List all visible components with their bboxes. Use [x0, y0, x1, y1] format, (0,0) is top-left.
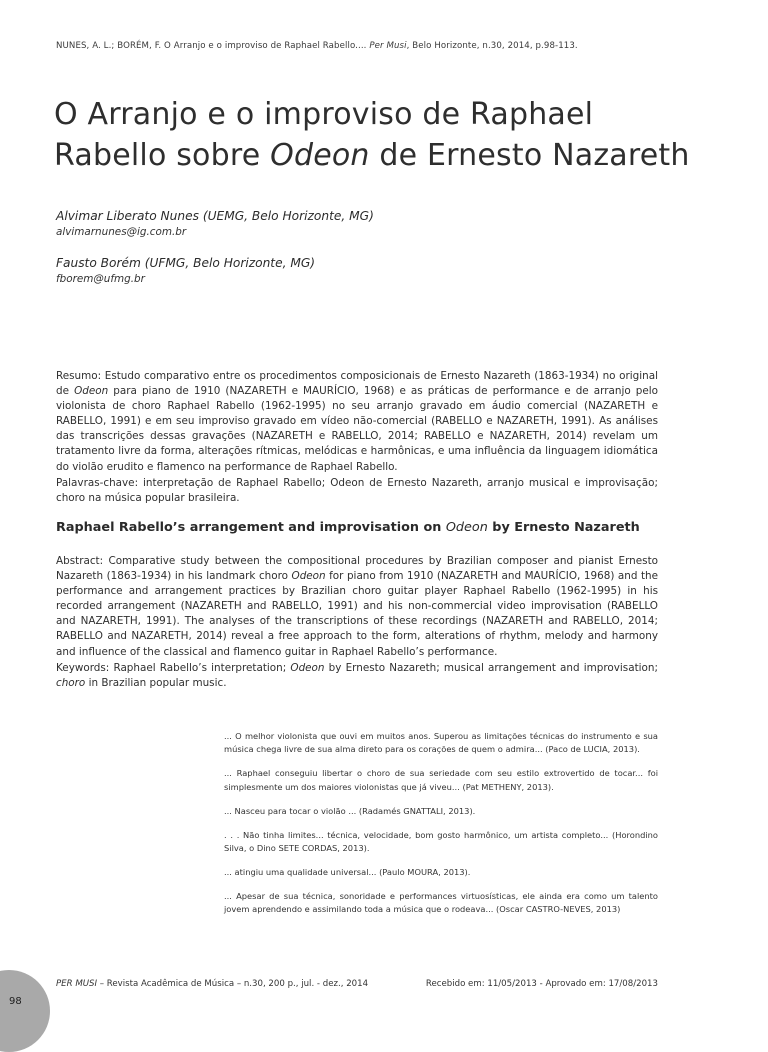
english-title [56, 520, 676, 535]
article-title [54, 94, 714, 176]
quote-item: ... Raphael conseguiu libertar o choro de sua seriedade com seu estilo extrovertido de tocar... foi simplesmente um dos maiores violonistas que já viveu... (Pat METHENY, 2013). [224, 768, 658, 792]
english-title-end: by Ernesto Nazareth [487, 520, 640, 535]
author-1-name: Alvimar Liberato Nunes (UEMG, Belo Horizonte, MG) [56, 209, 374, 223]
english-title-start: Raphael Rabello’s arrangement and improvisation on [56, 520, 446, 535]
quote-item: . . . Não tinha limites... técnica, velocidade, bom gosto harmônico, um artista completo... (Horondino Silva, o Dino SETE CORDAS, 2013). [224, 829, 658, 853]
resumo-text-2: para piano de 1910 (NAZARETH e MAURÍCIO, 1968) e as práticas de performance e de arranjo pelo violonista de choro Raphael Rabello (1962-1995) no seu arranjo gravado em áudio comercial (NAZARETH e RABELLO, 1991) e em seu improviso gravado em vídeo não-comercial (RABELLO e NAZARETH, 1991). As análises das transcrições dessas gravações (NAZARETH e RABELLO, 2014; RABELLO e NAZARETH, 2014) revelam um tratamento livre da forma, alterações rítmicas, melódicas e harmônicas, e uma influência da linguagem idiomática do violão erudito e flamenco na performance de Raphael Rabello. [56, 385, 659, 473]
footer-received-approved: Recebido em: 11/05/2013 - Aprovado em: 17/08/2013 [425, 979, 658, 989]
keywords-italic-2: choro [56, 677, 86, 690]
palavras-chave: Palavras-chave: interpretação de Raphael Rabello; Odeon de Ernesto Nazareth, arranjo musical e improvisação; choro na música popular brasileira. [56, 477, 658, 505]
quote-item: ... Apesar de sua técnica, sonoridade e performances virtuosísticas, ele ainda era como um talento jovem aprendendo e assimilando toda a música que o rodeava... (Oscar CASTRO-NEVES, 2013) [224, 890, 658, 915]
resumo-italic: Odeon [74, 385, 109, 398]
keywords-text-2: by Ernesto Nazareth; musical arrangement and improvisation; [324, 662, 658, 674]
keywords [56, 661, 658, 691]
epigraph-quotes [224, 730, 658, 927]
abstract-text-2: for piano from 1910 (NAZARETH and MAURÍCIO, 1968) and the performance and arrangement practices by Brazilian choro guitar player Raphael Rabello (1962-1995) in his recorded arrangement (NAZARETH and RABELLO, 1991) and his non-commercial video improvisation (RABELLO and NAZARETH, 1991). The analyses of the transcriptions of these recordings (NAZARETH and RABELLO, 2014; RABELLO and NAZARETH, 2014) reveal a free approach to the form, alterations of rhythm, melody and harmony and influence of the classical and flamenco guitar in Raphael Rabello’s performance. [56, 570, 658, 658]
footer-journal [56, 979, 368, 989]
abstract-paragraph [56, 554, 658, 660]
keywords-text-1: Keywords: Raphael Rabello’s interpretation; [56, 662, 291, 674]
resumo-paragraph [56, 369, 658, 475]
resumo-text-1: Resumo: Estudo comparativo entre os procedimentos composicionais de Ernesto Nazareth (1863-1934) no original de [56, 370, 658, 398]
author-1-email[interactable]: alvimarnunes@ig.com.br [56, 226, 187, 238]
quote-item: ... atingiu uma qualidade universal... (Paulo MOURA, 2013). [224, 866, 471, 877]
page-number-tab [0, 970, 50, 1052]
title-line-2-end: de Ernesto Nazareth [369, 138, 690, 173]
title-line-2-start: Rabello sobre [54, 138, 271, 173]
citation-journal: Per Musi [369, 41, 407, 51]
english-title-italic: Odeon [445, 520, 488, 535]
abstract-text-1: Abstract: Comparative study between the compositional procedures by Brazilian composer and pianist Ernesto Nazareth (1863-1934) in his landmark choro [56, 555, 658, 583]
keywords-text-3: in Brazilian popular music. [85, 677, 227, 690]
quote-item: ... O melhor violonista que ouvi em muitos anos. Superou as limitações técnicas do instrumento e sua música chega livre de sua alma direto para os corações de quem o admira... (Paco de LUCIA, 2013). [224, 731, 658, 755]
footer-journal-name: PER MUSI [56, 979, 98, 989]
quote-item: ... Nasceu para tocar o violão ... (Radamés GNATTALI, 2013). [224, 805, 476, 816]
footer-journal-details: – Revista Acadêmica de Música – n.30, 200 p., jul. - dez., 2014 [97, 979, 369, 989]
citation-suffix: , Belo Horizonte, n.30, 2014, p.98-113. [406, 41, 578, 51]
title-line-2 [54, 135, 714, 176]
author-2-name: Fausto Borém (UFMG, Belo Horizonte, MG) [56, 256, 316, 270]
running-header-citation [56, 41, 716, 51]
title-line-1: O Arranjo e o improviso de Raphael [54, 97, 594, 132]
abstract-italic: Odeon [291, 570, 326, 583]
author-2-email[interactable]: fborem@ufmg.br [56, 273, 145, 285]
citation-prefix: NUNES, A. L.; BORÉM, F. O Arranjo e o improviso de Raphael Rabello.... [56, 41, 370, 51]
keywords-italic-1: Odeon [290, 662, 325, 674]
page-number: 98 [9, 996, 22, 1007]
title-italic-word: Odeon [270, 138, 370, 173]
